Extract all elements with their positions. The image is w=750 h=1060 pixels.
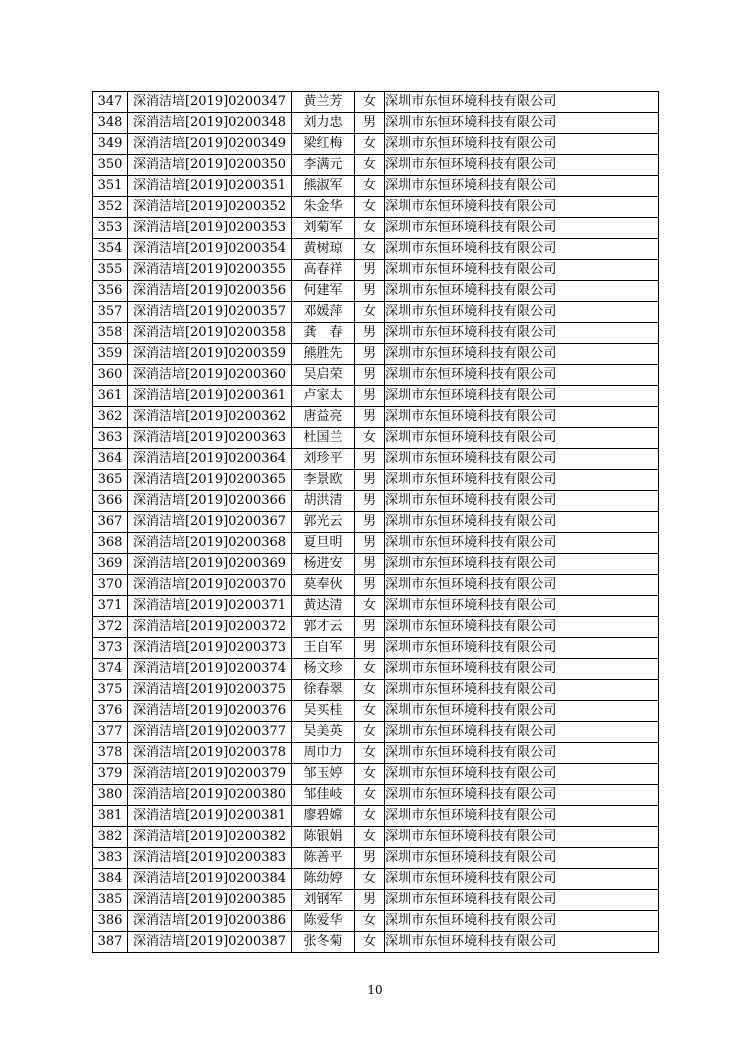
organization-cell: 深圳市东恒环境科技有限公司 [385, 722, 659, 743]
certificate-number-cell: 深消洁培[2019]0200385 [128, 890, 292, 911]
row-number-cell: 360 [93, 365, 128, 386]
table-row [93, 239, 659, 260]
roster-table [92, 91, 659, 953]
table-row [93, 890, 659, 911]
organization-cell: 深圳市东恒环境科技有限公司 [385, 512, 659, 533]
organization-cell: 深圳市东恒环境科技有限公司 [385, 596, 659, 617]
gender-cell: 男 [355, 281, 385, 302]
gender-cell: 女 [355, 659, 385, 680]
person-name-cell: 陈爱华 [292, 911, 355, 932]
organization-cell: 深圳市东恒环境科技有限公司 [385, 701, 659, 722]
row-number-cell: 387 [93, 932, 128, 953]
certificate-number-cell: 深消洁培[2019]0200377 [128, 722, 292, 743]
gender-cell: 女 [355, 239, 385, 260]
person-name-cell: 王自军 [292, 638, 355, 659]
table-row [93, 428, 659, 449]
gender-cell: 女 [355, 869, 385, 890]
table-row [93, 365, 659, 386]
person-name-cell: 刘钢军 [292, 890, 355, 911]
person-name-cell: 胡洪清 [292, 491, 355, 512]
roster-table-body [93, 92, 659, 953]
organization-cell: 深圳市东恒环境科技有限公司 [385, 764, 659, 785]
certificate-number-cell: 深消洁培[2019]0200361 [128, 386, 292, 407]
gender-cell: 男 [355, 386, 385, 407]
person-name-cell: 张冬菊 [292, 932, 355, 953]
organization-cell: 深圳市东恒环境科技有限公司 [385, 428, 659, 449]
row-number-cell: 354 [93, 239, 128, 260]
certificate-number-cell: 深消洁培[2019]0200354 [128, 239, 292, 260]
person-name-cell: 吴美英 [292, 722, 355, 743]
organization-cell: 深圳市东恒环境科技有限公司 [385, 239, 659, 260]
row-number-cell: 367 [93, 512, 128, 533]
table-row [93, 197, 659, 218]
person-name-cell: 陈幼婷 [292, 869, 355, 890]
organization-cell: 深圳市东恒环境科技有限公司 [385, 869, 659, 890]
gender-cell: 男 [355, 323, 385, 344]
organization-cell: 深圳市东恒环境科技有限公司 [385, 848, 659, 869]
person-name-cell: 吴启荣 [292, 365, 355, 386]
table-row [93, 617, 659, 638]
certificate-number-cell: 深消洁培[2019]0200358 [128, 323, 292, 344]
row-number-cell: 363 [93, 428, 128, 449]
row-number-cell: 352 [93, 197, 128, 218]
row-number-cell: 355 [93, 260, 128, 281]
certificate-number-cell: 深消洁培[2019]0200387 [128, 932, 292, 953]
certificate-number-cell: 深消洁培[2019]0200369 [128, 554, 292, 575]
row-number-cell: 366 [93, 491, 128, 512]
certificate-number-cell: 深消洁培[2019]0200356 [128, 281, 292, 302]
table-row [93, 302, 659, 323]
table-row [93, 680, 659, 701]
gender-cell: 男 [355, 554, 385, 575]
row-number-cell: 377 [93, 722, 128, 743]
organization-cell: 深圳市东恒环境科技有限公司 [385, 218, 659, 239]
row-number-cell: 373 [93, 638, 128, 659]
row-number-cell: 347 [93, 92, 128, 113]
person-name-cell: 杜国兰 [292, 428, 355, 449]
certificate-number-cell: 深消洁培[2019]0200364 [128, 449, 292, 470]
organization-cell: 深圳市东恒环境科技有限公司 [385, 785, 659, 806]
organization-cell: 深圳市东恒环境科技有限公司 [385, 575, 659, 596]
person-name-cell: 卢家太 [292, 386, 355, 407]
gender-cell: 女 [355, 197, 385, 218]
row-number-cell: 351 [93, 176, 128, 197]
row-number-cell: 370 [93, 575, 128, 596]
gender-cell: 女 [355, 134, 385, 155]
row-number-cell: 357 [93, 302, 128, 323]
certificate-number-cell: 深消洁培[2019]0200380 [128, 785, 292, 806]
gender-cell: 女 [355, 764, 385, 785]
organization-cell: 深圳市东恒环境科技有限公司 [385, 344, 659, 365]
certificate-number-cell: 深消洁培[2019]0200375 [128, 680, 292, 701]
table-row [93, 911, 659, 932]
gender-cell: 男 [355, 407, 385, 428]
gender-cell: 女 [355, 596, 385, 617]
gender-cell: 男 [355, 113, 385, 134]
row-number-cell: 348 [93, 113, 128, 134]
table-row [93, 449, 659, 470]
certificate-number-cell: 深消洁培[2019]0200371 [128, 596, 292, 617]
row-number-cell: 362 [93, 407, 128, 428]
row-number-cell: 386 [93, 911, 128, 932]
gender-cell: 女 [355, 92, 385, 113]
certificate-number-cell: 深消洁培[2019]0200370 [128, 575, 292, 596]
certificate-number-cell: 深消洁培[2019]0200383 [128, 848, 292, 869]
organization-cell: 深圳市东恒环境科技有限公司 [385, 449, 659, 470]
table-row [93, 491, 659, 512]
row-number-cell: 374 [93, 659, 128, 680]
organization-cell: 深圳市东恒环境科技有限公司 [385, 554, 659, 575]
organization-cell: 深圳市东恒环境科技有限公司 [385, 911, 659, 932]
table-row [93, 134, 659, 155]
organization-cell: 深圳市东恒环境科技有限公司 [385, 533, 659, 554]
certificate-number-cell: 深消洁培[2019]0200365 [128, 470, 292, 491]
certificate-number-cell: 深消洁培[2019]0200347 [128, 92, 292, 113]
gender-cell: 女 [355, 302, 385, 323]
table-row [93, 596, 659, 617]
organization-cell: 深圳市东恒环境科技有限公司 [385, 155, 659, 176]
table-row [93, 722, 659, 743]
certificate-number-cell: 深消洁培[2019]0200386 [128, 911, 292, 932]
gender-cell: 女 [355, 701, 385, 722]
person-name-cell: 李景欧 [292, 470, 355, 491]
table-row [93, 701, 659, 722]
gender-cell: 男 [355, 344, 385, 365]
row-number-cell: 381 [93, 806, 128, 827]
person-name-cell: 陈善平 [292, 848, 355, 869]
organization-cell: 深圳市东恒环境科技有限公司 [385, 407, 659, 428]
person-name-cell: 黄达清 [292, 596, 355, 617]
organization-cell: 深圳市东恒环境科技有限公司 [385, 134, 659, 155]
person-name-cell: 龚 春 [292, 323, 355, 344]
person-name-cell: 廖碧嫦 [292, 806, 355, 827]
table-row [93, 764, 659, 785]
table-row [93, 113, 659, 134]
organization-cell: 深圳市东恒环境科技有限公司 [385, 302, 659, 323]
table-row [93, 281, 659, 302]
table-row [93, 470, 659, 491]
person-name-cell: 邹玉婷 [292, 764, 355, 785]
table-row [93, 659, 659, 680]
table-row [93, 92, 659, 113]
gender-cell: 女 [355, 785, 385, 806]
organization-cell: 深圳市东恒环境科技有限公司 [385, 281, 659, 302]
person-name-cell: 郭光云 [292, 512, 355, 533]
certificate-number-cell: 深消洁培[2019]0200359 [128, 344, 292, 365]
certificate-number-cell: 深消洁培[2019]0200363 [128, 428, 292, 449]
organization-cell: 深圳市东恒环境科技有限公司 [385, 743, 659, 764]
organization-cell: 深圳市东恒环境科技有限公司 [385, 197, 659, 218]
gender-cell: 男 [355, 617, 385, 638]
person-name-cell: 邹佳岐 [292, 785, 355, 806]
gender-cell: 女 [355, 218, 385, 239]
organization-cell: 深圳市东恒环境科技有限公司 [385, 365, 659, 386]
organization-cell: 深圳市东恒环境科技有限公司 [385, 323, 659, 344]
row-number-cell: 364 [93, 449, 128, 470]
certificate-number-cell: 深消洁培[2019]0200379 [128, 764, 292, 785]
gender-cell: 男 [355, 491, 385, 512]
person-name-cell: 陈银娟 [292, 827, 355, 848]
certificate-number-cell: 深消洁培[2019]0200373 [128, 638, 292, 659]
row-number-cell: 368 [93, 533, 128, 554]
certificate-number-cell: 深消洁培[2019]0200378 [128, 743, 292, 764]
row-number-cell: 378 [93, 743, 128, 764]
person-name-cell: 刘力忠 [292, 113, 355, 134]
row-number-cell: 372 [93, 617, 128, 638]
organization-cell: 深圳市东恒环境科技有限公司 [385, 260, 659, 281]
organization-cell: 深圳市东恒环境科技有限公司 [385, 617, 659, 638]
person-name-cell: 夏旦明 [292, 533, 355, 554]
row-number-cell: 361 [93, 386, 128, 407]
row-number-cell: 379 [93, 764, 128, 785]
certificate-number-cell: 深消洁培[2019]0200360 [128, 365, 292, 386]
organization-cell: 深圳市东恒环境科技有限公司 [385, 890, 659, 911]
gender-cell: 女 [355, 827, 385, 848]
table-row [93, 323, 659, 344]
person-name-cell: 唐益亮 [292, 407, 355, 428]
person-name-cell: 邓媛萍 [292, 302, 355, 323]
organization-cell: 深圳市东恒环境科技有限公司 [385, 113, 659, 134]
person-name-cell: 杨进安 [292, 554, 355, 575]
table-row [93, 869, 659, 890]
person-name-cell: 周巾力 [292, 743, 355, 764]
person-name-cell: 梁红梅 [292, 134, 355, 155]
row-number-cell: 359 [93, 344, 128, 365]
person-name-cell: 郭才云 [292, 617, 355, 638]
organization-cell: 深圳市东恒环境科技有限公司 [385, 659, 659, 680]
certificate-number-cell: 深消洁培[2019]0200384 [128, 869, 292, 890]
certificate-number-cell: 深消洁培[2019]0200351 [128, 176, 292, 197]
certificate-number-cell: 深消洁培[2019]0200362 [128, 407, 292, 428]
page-number: 10 [367, 983, 383, 997]
gender-cell: 男 [355, 638, 385, 659]
table-row [93, 932, 659, 953]
gender-cell: 男 [355, 890, 385, 911]
person-name-cell: 熊淑军 [292, 176, 355, 197]
row-number-cell: 383 [93, 848, 128, 869]
table-row [93, 575, 659, 596]
organization-cell: 深圳市东恒环境科技有限公司 [385, 92, 659, 113]
gender-cell: 男 [355, 470, 385, 491]
person-name-cell: 熊胜先 [292, 344, 355, 365]
row-number-cell: 382 [93, 827, 128, 848]
gender-cell: 女 [355, 155, 385, 176]
gender-cell: 女 [355, 722, 385, 743]
organization-cell: 深圳市东恒环境科技有限公司 [385, 638, 659, 659]
certificate-number-cell: 深消洁培[2019]0200352 [128, 197, 292, 218]
certificate-number-cell: 深消洁培[2019]0200353 [128, 218, 292, 239]
table-row [93, 386, 659, 407]
certificate-number-cell: 深消洁培[2019]0200349 [128, 134, 292, 155]
gender-cell: 女 [355, 932, 385, 953]
organization-cell: 深圳市东恒环境科技有限公司 [385, 176, 659, 197]
table-row [93, 827, 659, 848]
organization-cell: 深圳市东恒环境科技有限公司 [385, 491, 659, 512]
person-name-cell: 何建军 [292, 281, 355, 302]
row-number-cell: 380 [93, 785, 128, 806]
row-number-cell: 356 [93, 281, 128, 302]
table-row [93, 743, 659, 764]
person-name-cell: 朱金华 [292, 197, 355, 218]
table-row [93, 344, 659, 365]
table-row [93, 218, 659, 239]
gender-cell: 男 [355, 365, 385, 386]
certificate-number-cell: 深消洁培[2019]0200368 [128, 533, 292, 554]
organization-cell: 深圳市东恒环境科技有限公司 [385, 680, 659, 701]
gender-cell: 男 [355, 512, 385, 533]
gender-cell: 男 [355, 848, 385, 869]
table-row [93, 554, 659, 575]
table-row [93, 407, 659, 428]
organization-cell: 深圳市东恒环境科技有限公司 [385, 470, 659, 491]
certificate-number-cell: 深消洁培[2019]0200367 [128, 512, 292, 533]
table-row [93, 785, 659, 806]
organization-cell: 深圳市东恒环境科技有限公司 [385, 932, 659, 953]
table-row [93, 638, 659, 659]
gender-cell: 男 [355, 533, 385, 554]
row-number-cell: 349 [93, 134, 128, 155]
person-name-cell: 高春祥 [292, 260, 355, 281]
table-row [93, 806, 659, 827]
row-number-cell: 350 [93, 155, 128, 176]
row-number-cell: 375 [93, 680, 128, 701]
organization-cell: 深圳市东恒环境科技有限公司 [385, 827, 659, 848]
organization-cell: 深圳市东恒环境科技有限公司 [385, 806, 659, 827]
certificate-number-cell: 深消洁培[2019]0200374 [128, 659, 292, 680]
row-number-cell: 384 [93, 869, 128, 890]
certificate-number-cell: 深消洁培[2019]0200381 [128, 806, 292, 827]
table-row [93, 848, 659, 869]
organization-cell: 深圳市东恒环境科技有限公司 [385, 386, 659, 407]
person-name-cell: 吴买桂 [292, 701, 355, 722]
person-name-cell: 刘珍平 [292, 449, 355, 470]
row-number-cell: 385 [93, 890, 128, 911]
person-name-cell: 黄树琼 [292, 239, 355, 260]
row-number-cell: 358 [93, 323, 128, 344]
certificate-number-cell: 深消洁培[2019]0200366 [128, 491, 292, 512]
person-name-cell: 李满元 [292, 155, 355, 176]
gender-cell: 女 [355, 911, 385, 932]
table-row [93, 155, 659, 176]
gender-cell: 男 [355, 575, 385, 596]
certificate-number-cell: 深消洁培[2019]0200382 [128, 827, 292, 848]
certificate-number-cell: 深消洁培[2019]0200357 [128, 302, 292, 323]
person-name-cell: 莫奉伙 [292, 575, 355, 596]
gender-cell: 女 [355, 743, 385, 764]
table-row [93, 533, 659, 554]
certificate-number-cell: 深消洁培[2019]0200372 [128, 617, 292, 638]
certificate-number-cell: 深消洁培[2019]0200348 [128, 113, 292, 134]
table-row [93, 260, 659, 281]
person-name-cell: 黄兰芳 [292, 92, 355, 113]
certificate-number-cell: 深消洁培[2019]0200376 [128, 701, 292, 722]
person-name-cell: 杨文珍 [292, 659, 355, 680]
table-row [93, 176, 659, 197]
row-number-cell: 376 [93, 701, 128, 722]
row-number-cell: 369 [93, 554, 128, 575]
gender-cell: 女 [355, 176, 385, 197]
table-row [93, 512, 659, 533]
person-name-cell: 刘菊军 [292, 218, 355, 239]
certificate-number-cell: 深消洁培[2019]0200355 [128, 260, 292, 281]
row-number-cell: 353 [93, 218, 128, 239]
gender-cell: 女 [355, 428, 385, 449]
gender-cell: 女 [355, 806, 385, 827]
gender-cell: 男 [355, 260, 385, 281]
row-number-cell: 371 [93, 596, 128, 617]
person-name-cell: 徐春翠 [292, 680, 355, 701]
row-number-cell: 365 [93, 470, 128, 491]
gender-cell: 女 [355, 680, 385, 701]
gender-cell: 男 [355, 449, 385, 470]
certificate-number-cell: 深消洁培[2019]0200350 [128, 155, 292, 176]
